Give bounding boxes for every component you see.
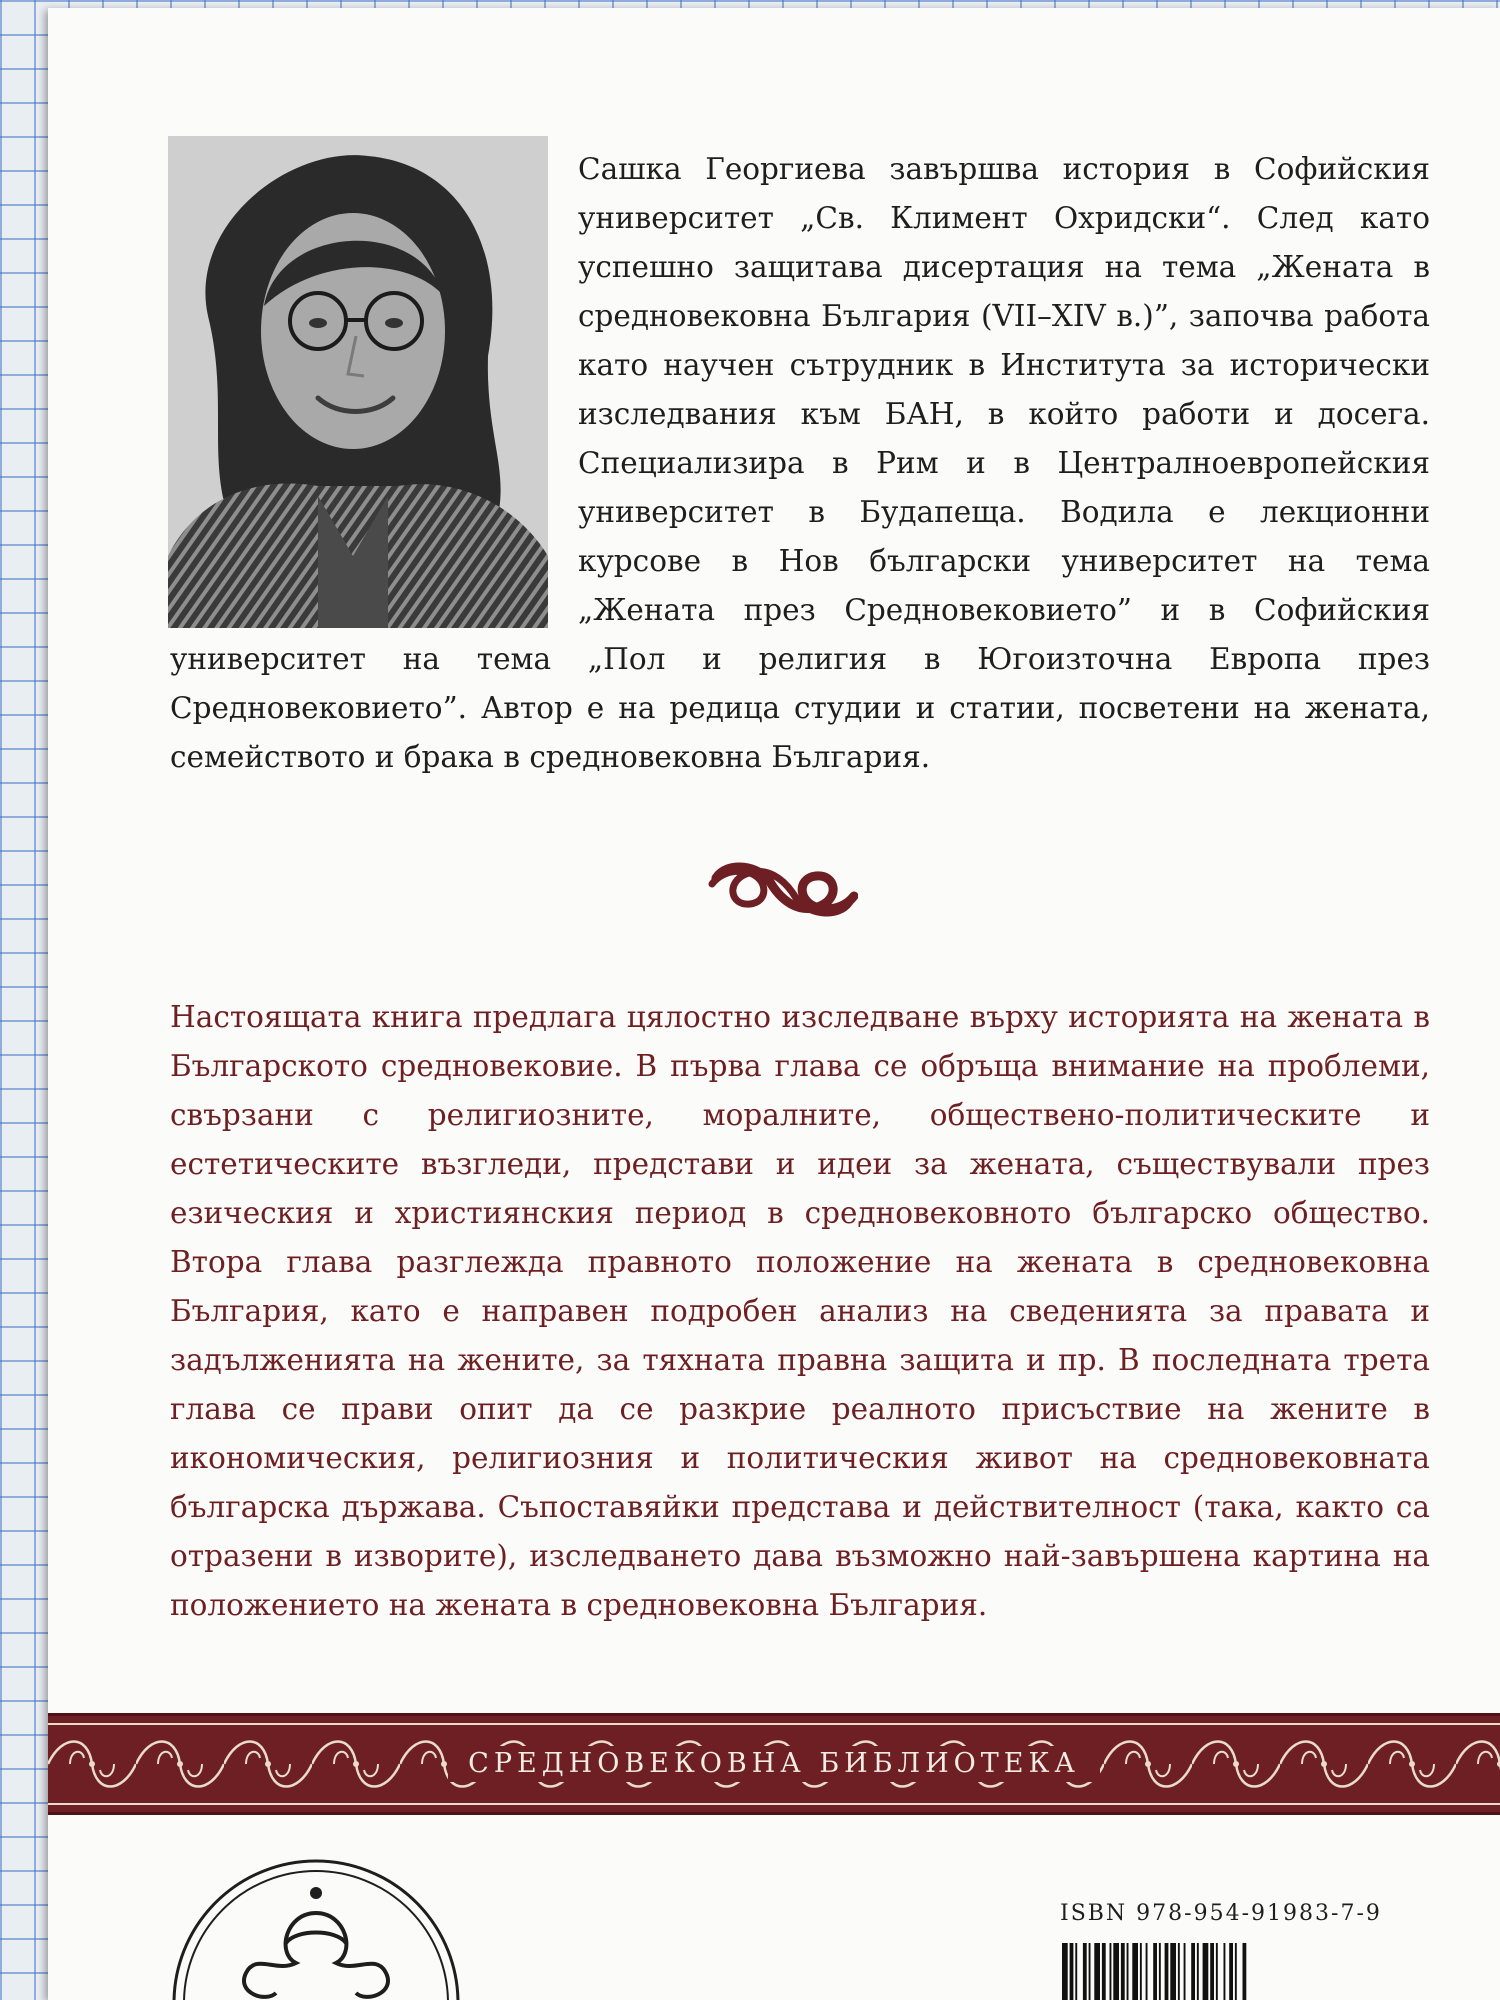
series-title: СРЕДНОВЕКОВНА БИБЛИОТЕКА	[448, 1746, 1100, 1782]
publisher-emblem-icon	[166, 1853, 466, 2000]
isbn-number: ISBN 978-954-91983-7-9	[1060, 1901, 1382, 1926]
barcode	[1060, 1943, 1490, 2000]
series-band	[48, 1713, 1500, 1815]
book-summary: Настоящата книга предлага цялостно изследване върху историята на жената в Българското средновековие. В първа глава се обръща внимание на проблеми, свързани с религиозните, моралните, обществено-политическите и естетическите възгледи, представи и идеи за жената, съществували през езическия и християнския период в средновековното българско общество. Втора глава разглежда правното положение на жената в средновековна България, като е направен подробен анализ на сведенията за правата и задълженията на жените, за тяхната правна защита и пр. В последната трета глава се прави опит да се разкрие реалното присъствие на жените в икономическия, религиозния и политическия живот на средновековната българска държава. Съпоставяйки представа и действителност (така, както са отразени в изворите), изследването дава възможно най-завършена картина на положението на жената в средновековна България.	[170, 1000, 1430, 1622]
book-back-cover	[48, 8, 1500, 2000]
author-biography: Сашка Георгиева завършва история в Софийския университет „Св. Климент Охридски“. След като успешно защитава дисертация на тема „Жената в средновековна България (VII–XIV в.)”, започва работа като научен сътрудник в Института за исторически изследвания към БАН, в който работи и досега. Специализира в Рим и в Централноевропейския университет в Будапеща. Водила е лекционни курсове в Нов български университет на тема „Жената през Средновековието” и в Софийския университет на тема „Пол и религия в Югоизточна Европа през Средновековието”. Автор е на редица студии и статии, посветени на жената, семейството и брака в средновековна България.	[170, 152, 1430, 774]
ornament-divider-icon	[708, 856, 858, 924]
